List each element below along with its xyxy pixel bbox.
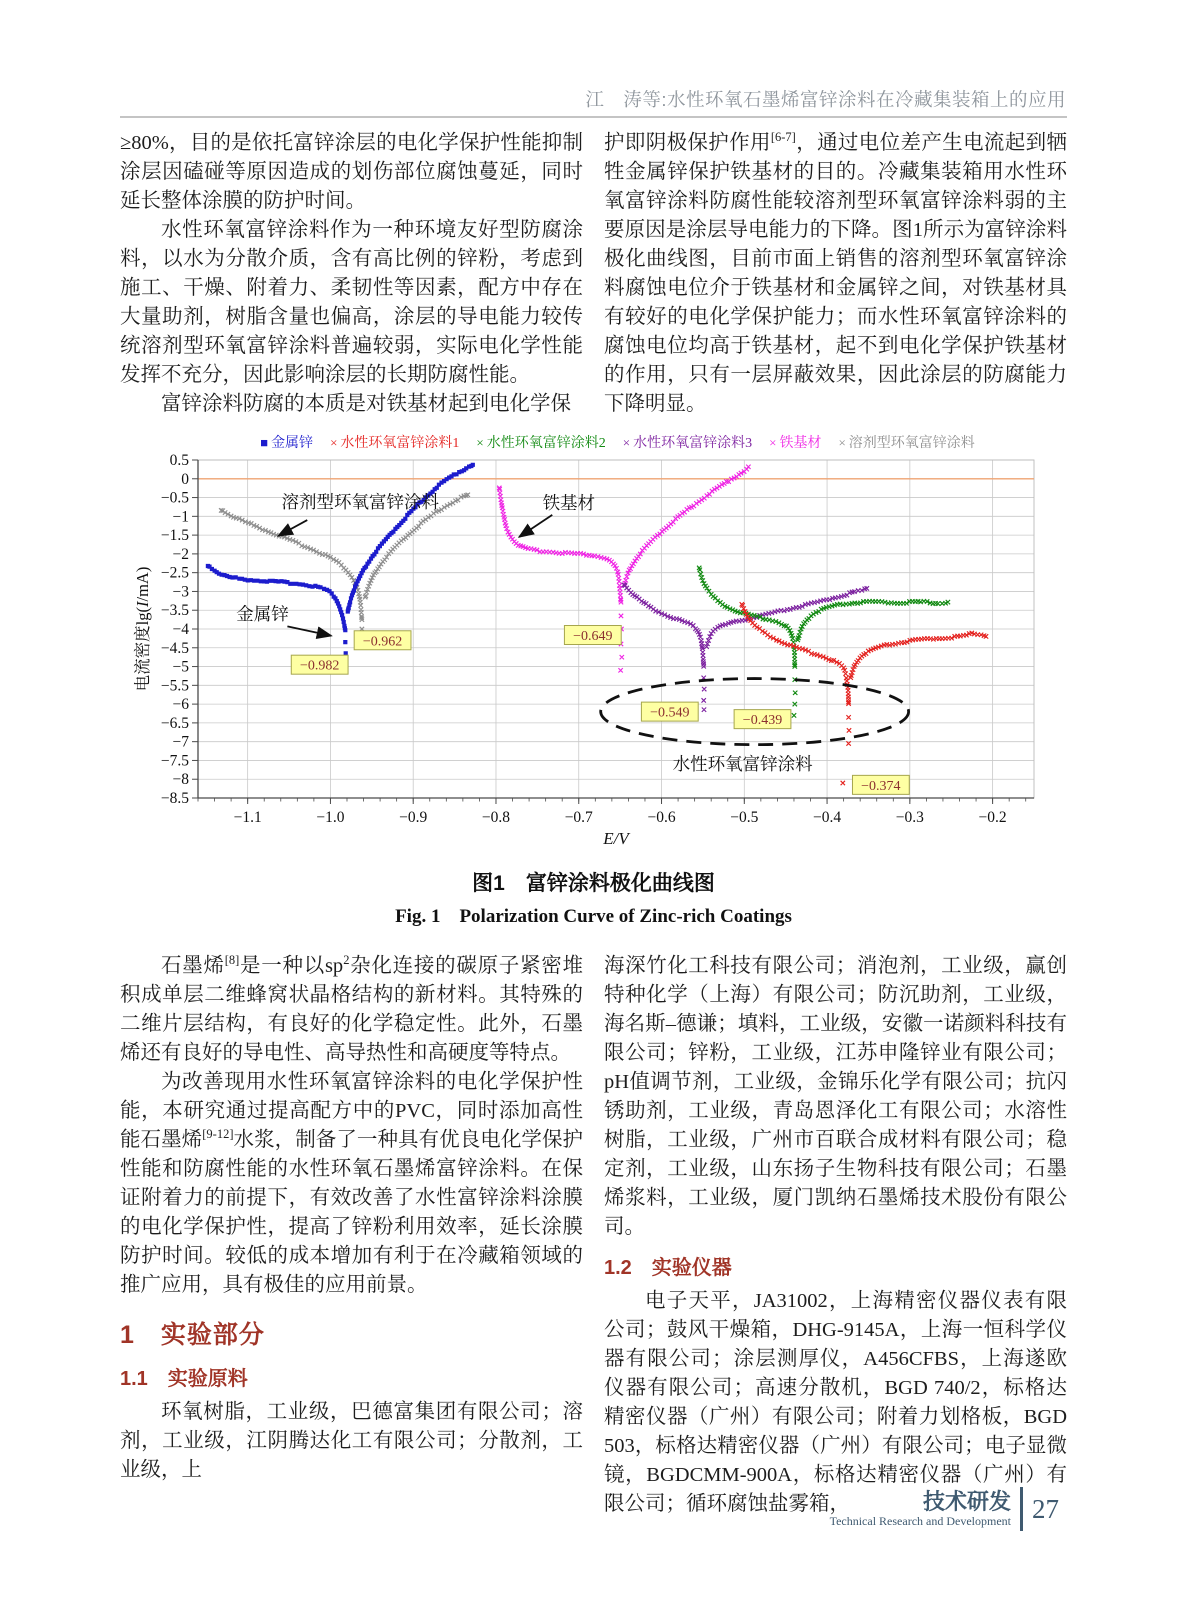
superscript-ref: [9-12] (202, 1127, 234, 1142)
svg-text:−0.7: −0.7 (564, 809, 593, 826)
svg-text:−8: −8 (172, 771, 189, 789)
value-label: −0.439 (742, 713, 783, 729)
paragraph: 水性环氧富锌涂料作为一种环境友好型防腐涂料，以水为分散介质，含有高比例的锌粉，考虑到施工、干燥、附着力、柔韧性等因素，配方中存在大量助剂，树脂含量也偏高，涂层的导电能力较传统溶剂型环氧富锌涂料普遍较弱，实际电化学性能发挥不充分，因此影响涂层的长期防腐性能。 (120, 219, 583, 386)
series-水性环氧富锌涂料3 (622, 583, 869, 712)
chart-legend (132, 432, 1055, 452)
annotation-label: 溶剂型环氧富锌涂料 (281, 492, 439, 513)
svg-text:−0.5: −0.5 (160, 489, 189, 507)
value-label: −0.982 (299, 658, 340, 674)
annotation-label: 铁基材 (542, 493, 596, 514)
svg-text:−0.9: −0.9 (399, 809, 428, 826)
x-marker-icon: × (330, 434, 338, 450)
legend-label: 水性环氧富锌涂料1 (340, 436, 460, 451)
svg-text:−5: −5 (172, 658, 189, 676)
svg-text:−1.0: −1.0 (316, 809, 345, 826)
page-footer (830, 1487, 1059, 1531)
figure-caption-en: Fig. 1 Polarization Curve of Zinc-rich Coatings (395, 906, 792, 927)
svg-text:−6.5: −6.5 (160, 714, 189, 732)
value-label: −0.962 (362, 634, 403, 650)
column-left-bottom (120, 952, 583, 1485)
value-label: −0.549 (650, 705, 690, 721)
section-heading: 1.2 实验仪器 (604, 1257, 732, 1279)
svg-text:−4: −4 (172, 621, 189, 638)
x-marker-icon: × (838, 434, 846, 450)
paragraph: 石墨烯[8]是一种以$sp^2$杂化连接的碳原子紧密堆积成单层二维蜂窝状晶格结构的新材料。其特殊的二维片层结构，有良好的化学稳定性。此外，石墨烯还有良好的导电性、高导热性和高硬度等特点。 (120, 953, 584, 1064)
svg-text:−5.5: −5.5 (160, 677, 189, 695)
legend-label: 铁基材 (779, 436, 822, 451)
footer-label-en: Technical Research and Development (829, 1513, 1011, 1528)
x-axis-title: E/V (603, 829, 629, 848)
series-水性环氧富锌涂料2 (697, 566, 950, 718)
polarization-chart (132, 452, 1055, 857)
column-left-top (120, 129, 583, 419)
annotation-label: 金属锌 (236, 603, 289, 624)
footer-label-zh: 技术研发 (922, 1488, 1011, 1514)
series-铁基材 (497, 465, 750, 673)
column-right-top (604, 129, 1067, 419)
svg-text:−6: −6 (172, 696, 189, 714)
section-heading: 1 实验部分 (120, 1321, 265, 1349)
paragraph: ≥80%，目的是依托富锌涂层的电化学保护性能抑制涂层因磕碰等原因造成的划伤部位腐蚀蔓延，同时延长整体涂膜的防护时间。 (120, 132, 583, 212)
legend-item (476, 432, 605, 452)
svg-text:0: 0 (181, 470, 189, 488)
annotation-arrow (519, 515, 552, 537)
x-marker-icon: × (476, 434, 484, 450)
section-heading: 1.1 实验原料 (120, 1368, 248, 1390)
svg-text:−8.5: −8.5 (160, 790, 189, 807)
svg-text:−1: −1 (172, 508, 189, 526)
svg-text:−1.5: −1.5 (160, 527, 189, 545)
legend-label: 水性环氧富锌涂料3 (633, 436, 753, 451)
square-marker-icon: ■ (260, 434, 269, 450)
x-marker-icon: × (622, 434, 631, 450)
legend-item (838, 432, 974, 452)
annotation-arrow (278, 520, 307, 536)
superscript-ref: [8] (224, 953, 240, 968)
svg-text:−7.5: −7.5 (160, 752, 189, 770)
polarization-chart-svg (132, 452, 1052, 852)
x-marker-icon: × (769, 434, 777, 450)
svg-text:−0.3: −0.3 (895, 809, 924, 826)
annotation-arrow (287, 626, 331, 635)
legend-label: 溶剂型环氧富锌涂料 (848, 436, 975, 451)
footer-divider (1020, 1487, 1023, 1531)
paragraph: 海深竹化工科技有限公司；消泡剂，工业级，赢创特种化学（上海）有限公司；防沉助剂，工业级，海名斯–德谦；填料，工业级，安徽一诺颜料科技有限公司；锌粉，工业级，江苏申隆锌业有限公司；pH值调节剂，工业级，金锦乐化学有限公司；抗闪锈助剂，工业级，青岛恩泽化工有限公司；水溶性树脂，工业级，广州市百联合成材料有限公司；稳定剂，工业级，山东扬子生物科技有限公司；石墨烯浆料，工业级，厦门凯纳石墨烯技术股份有限公司。 (604, 955, 1067, 1238)
svg-text:−0.6: −0.6 (647, 809, 676, 826)
svg-text:−0.2: −0.2 (978, 809, 1007, 826)
svg-text:−3: −3 (172, 583, 189, 601)
y-axis-title: 电流密度lg(I/mA) (133, 566, 152, 692)
legend-item (260, 432, 313, 452)
page-number: 27 (1032, 1493, 1059, 1524)
svg-text:−0.4: −0.4 (813, 809, 842, 826)
svg-text:0.5: 0.5 (169, 452, 189, 469)
paragraph: 环氧树脂，工业级，巴德富集团有限公司；溶剂，工业级，江阴腾达化工有限公司；分散剂，工业级，上 (120, 1401, 583, 1481)
value-label: −0.374 (861, 778, 901, 794)
legend-label: 金属锌 (271, 436, 314, 451)
svg-text:−1.1: −1.1 (233, 809, 262, 826)
svg-text:−7: −7 (172, 733, 189, 751)
legend-item (623, 432, 752, 452)
annotations (236, 492, 813, 774)
column-right-bottom (604, 952, 1067, 1519)
figure-caption-zh: 图1 富锌涂料极化曲线图 (472, 872, 715, 895)
superscript-ref: [6-7] (770, 130, 796, 145)
header-rule (120, 116, 1067, 118)
paragraph: 护即阴极保护作用[6-7]，通过电位差产生电流起到牺牲金属锌保护铁基材的目的。冷藏集装箱用水性环氧富锌涂料防腐性能较溶剂型环氧富锌涂料弱的主要原因是涂层导电能力的下降。图1所示为富锌涂料极化曲线图，目前市面上销售的溶剂型环氧富锌涂料腐蚀电位介于铁基材和金属锌之间，对铁基材具有较好的电化学保护能力；而水性环氧富锌涂料的腐蚀电位均高于铁基材，起不到电化学保护铁基材的作用，只有一层屏蔽效果，因此涂层的防腐能力下降明显。 (604, 130, 1068, 415)
svg-text:−3.5: −3.5 (160, 602, 189, 620)
svg-text:−4.5: −4.5 (160, 639, 189, 657)
annotation-label: 水性环氧富锌涂料 (672, 754, 813, 775)
legend-item (330, 432, 459, 452)
running-header: 江 涛等:水性环氧石墨烯富锌涂料在冷藏集装箱上的应用 (585, 89, 1066, 110)
svg-text:−2: −2 (172, 545, 189, 563)
svg-text:−0.8: −0.8 (481, 809, 511, 826)
superscript-ref: 2 (343, 953, 350, 968)
legend-item (769, 432, 821, 452)
figure-1 (132, 432, 1055, 928)
paragraph: 电子天平，JA31002，上海精密仪器仪表有限公司；鼓风干燥箱，DHG-9145A，上海一恒科学仪器有限公司；涂层测厚仪，A456CFBS，上海遂欧仪器有限公司；高速分散机，BGD 740/2，标格达精密仪器（广州）有限公司；附着力划格板，BGD 503，标格达精密仪器（广州）有限公司；电子显微镜，BGDCMM-900A，标格达精密仪器（广州）有限公司；循环腐蚀盐雾箱， (604, 1290, 1067, 1515)
footer-section-label (830, 1490, 1011, 1529)
svg-text:−2.5: −2.5 (160, 564, 189, 582)
value-label: −0.649 (573, 629, 613, 645)
legend-label: 水性环氧富锌涂料2 (486, 436, 606, 451)
paragraph: 富锌涂料防腐的本质是对铁基材起到电化学保 (161, 393, 571, 415)
paragraph: 为改善现用水性环氧富锌涂料的电化学保护性能，本研究通过提高配方中的PVC，同时添加高性能石墨烯[9-12]水浆，制备了一种具有优良电化学保护性能和防腐性能的水性环氧石墨烯富锌涂料。在保证附着力的前提下，有效改善了水性富锌涂料涂膜的电化学保护性，提高了锌粉利用效率，延长涂膜防护时间。较低的成本增加有利于在冷藏箱领域的推广应用，具有极佳的应用前景。 (120, 1071, 584, 1296)
svg-text:−0.5: −0.5 (730, 809, 759, 826)
